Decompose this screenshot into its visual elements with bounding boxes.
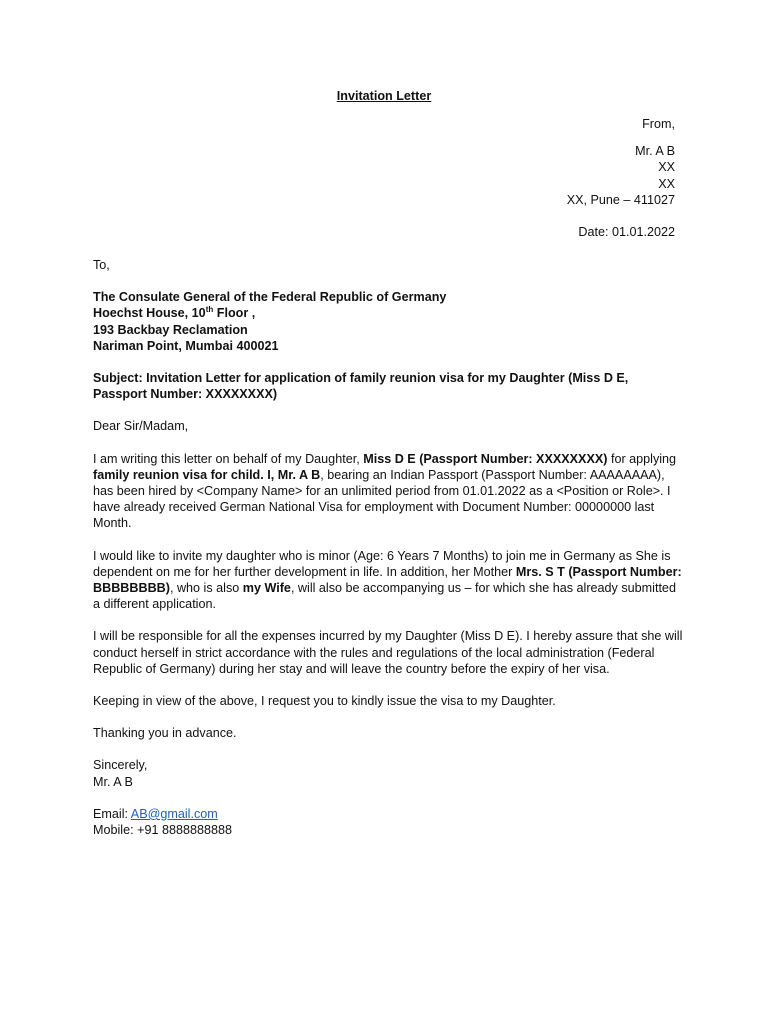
sender-block (567, 116, 675, 240)
recipient-line1: The Consulate General of the Federal Republic of Germany (93, 290, 447, 305)
letter-body (93, 257, 683, 854)
sender-name: Mr. A B (635, 144, 675, 159)
sender-address-line2: XX (658, 176, 675, 191)
sender-address-line1: XX (658, 160, 675, 175)
paragraph-4: Keeping in view of the above, I request you to kindly issue the visa to my Daughter. (93, 694, 556, 709)
paragraph-2: I would like to invite my daughter who is minor (Age: 6 Years 7 Months) to join me in Germany as She is dependent on me for her further development in life. In addition, her Mother Mrs. S T (Passport Number: BBBBBBBB), who is also my Wife, will also be accompanying us – for which she has already submitted a different application. (93, 548, 682, 612)
closing-sincerely: Sincerely, (93, 758, 148, 773)
paragraph-3: I will be responsible for all the expenses incurred by my Daughter (Miss D E). I hereby assure that she will conduct herself in strict accordance with the rules and regulations of the local administration (Federal Republic of Germany) during her stay and will leave the country before the expiry of her visa. (93, 629, 683, 676)
letter-title: Invitation Letter (336, 89, 432, 103)
recipient-line2: Hoechst House, 10th Floor , (93, 305, 256, 321)
closing-block (93, 757, 683, 789)
paragraph-1: I am writing this letter on behalf of my Daughter, Miss D E (Passport Number: XXXXXXXX) for applying family reunion visa for child. I, Mr. A B, bearing an Indian Passport (Passport Number: AAAAAAAA), has been hired by <Company Name> for an unlimited period from 01.01.2022 as a <Position or Role>. I have already received German National Visa for employment with Document Number: 00000000 last Month. (93, 451, 677, 531)
recipient-block (93, 289, 683, 354)
email-link[interactable]: AB@gmail.com (130, 806, 218, 821)
email-line: Email: AB@gmail.com (93, 806, 218, 821)
salutation: Dear Sir/Madam, (93, 419, 189, 434)
recipient-line3: 193 Backbay Reclamation (93, 322, 248, 337)
closing-name: Mr. A B (93, 774, 133, 789)
contact-block (93, 806, 683, 838)
from-label: From, (642, 117, 675, 131)
recipient-line4: Nariman Point, Mumbai 400021 (93, 338, 279, 353)
to-label: To, (93, 258, 110, 272)
paragraph-5: Thanking you in advance. (93, 726, 237, 741)
sender-city: XX, Pune – 411027 (566, 192, 675, 207)
mobile-line: Mobile: +91 8888888888 (93, 823, 232, 838)
letter-date: Date: 01.01.2022 (578, 225, 675, 240)
subject-line: Subject: Invitation Letter for application of family reunion visa for my Daughter (Miss D E, Passport Number: XXXXXXXX) (93, 371, 629, 402)
